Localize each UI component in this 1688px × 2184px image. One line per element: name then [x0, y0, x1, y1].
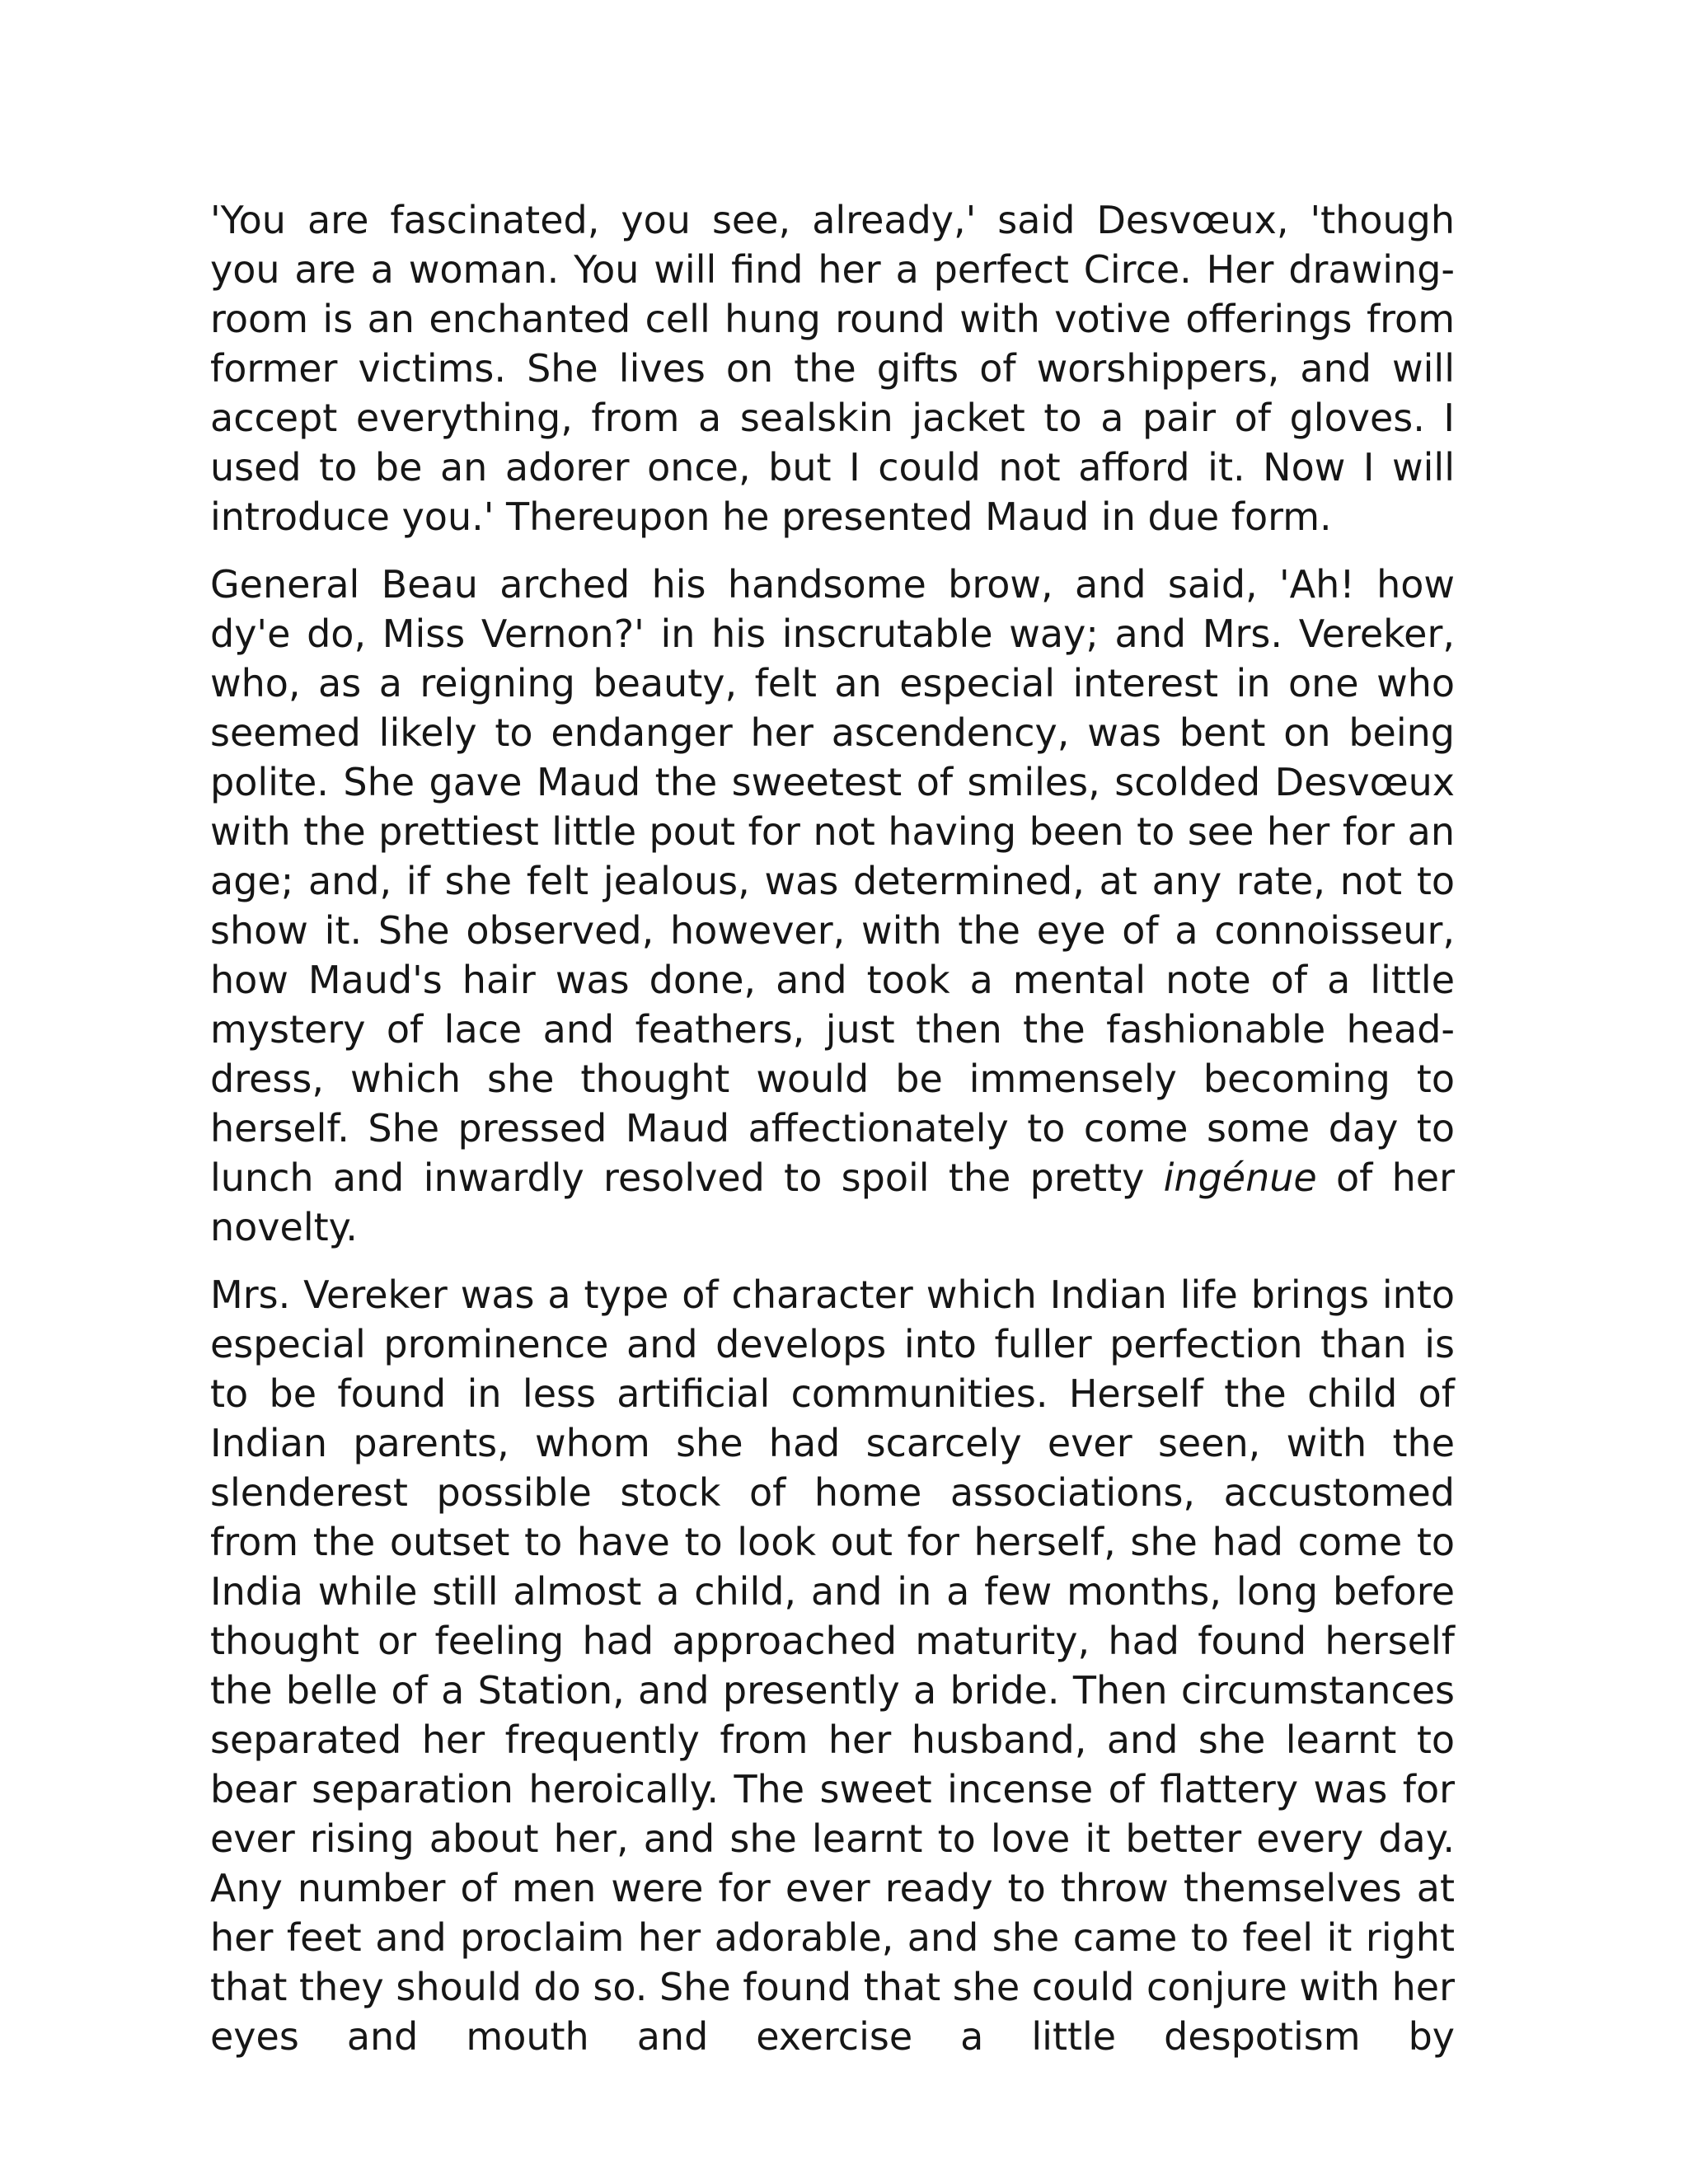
paragraph-2	[210, 560, 1455, 1252]
paragraph-1: 'You are fascinated, you see, already,' said Desvœux, 'though you are a woman. You will find her a perfect Circe. Her drawing-room is an enchanted cell hung round with votive offerings from former victims. She lives on the gifts of worshippers, and will accept everything, from a sealskin jacket to a pair of gloves. I used to be an adorer once, but I could not afford it. Now I will introduce you.' Thereupon he presented Maud in due form.	[210, 198, 1455, 539]
italic-term: ingénue	[1163, 1155, 1317, 1200]
paragraph-2-text-start: General Beau arched his handsome brow, and said, 'Ah! how dy'e do, Miss Vernon?' in his inscrutable way; and Mrs. Vereker, who, as a reigning beauty, felt an especial interest in one who seemed likely to endanger her ascendency, was bent on being polite. She gave Maud the sweetest of smiles, scolded Desvœux with the prettiest little pout for not having been to see her for an age; and, if she felt jealous, was determined, at any rate, not to show it. She observed, however, with the eye of a connoisseur, how Maud's hair was done, and took a mental note of a little mystery of lace and feathers, just then the fashionable head-dress, which she thought would be immensely becoming to herself. She pressed Maud affectionately to come some day to lunch and inwardly resolved to spoil the pretty	[210, 562, 1455, 1200]
document-page	[210, 195, 1455, 2061]
paragraph-3: Mrs. Vereker was a type of character which Indian life brings into especial prominence and develops into fuller perfection than is to be found in less artificial communities. Herself the child of Indian parents, whom she had scarcely ever seen, with the slenderest possible stock of home associations, accustomed from the outset to have to look out for herself, she had come to India while still almost a child, and in a few months, long before thought or feeling had approached maturity, had found herself the belle of a Station, and presently a bride. Then circumstances separated her frequently from her husband, and she learnt to bear separation heroically. The sweet incense of flattery was for ever rising about her, and she learnt to love it better every day. Any number of men were for ever ready to throw themselves at her feet and proclaim her adorable, and she came to feel it right that they should do so. She found that she could conjure with her eyes and mouth and exercise a little despotism by	[210, 1272, 1455, 2059]
paragraph-2-text-end: of her novelty.	[210, 1155, 1456, 1249]
